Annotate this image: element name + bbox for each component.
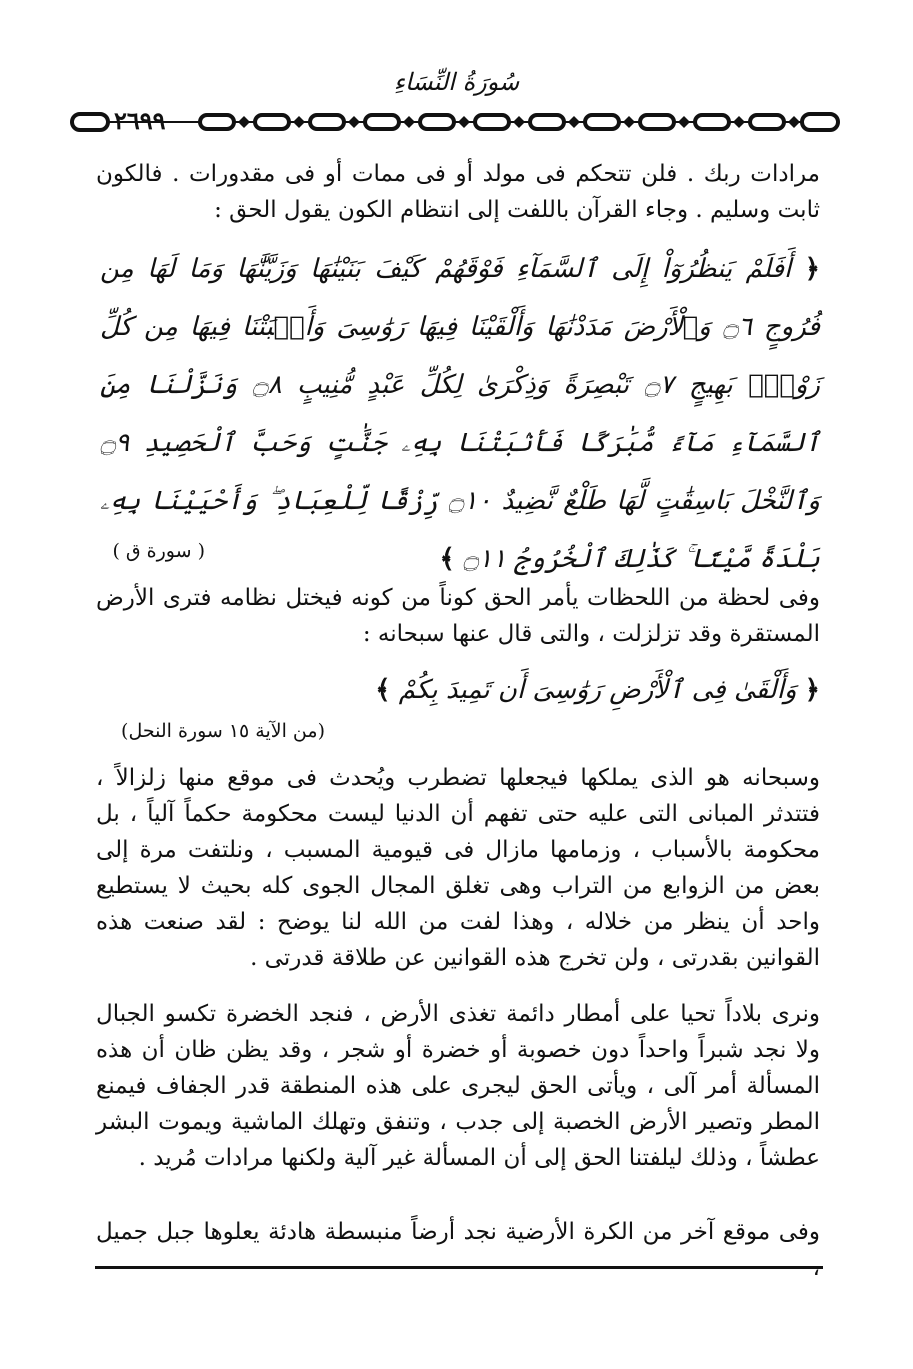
ornament-link <box>750 115 784 129</box>
ornament-band <box>70 105 840 139</box>
footer-rule <box>95 1266 823 1269</box>
verse-open-bracket: ﴿ <box>804 254 821 284</box>
ornament-diamond <box>238 116 250 128</box>
ornament-link <box>475 115 509 129</box>
ornament-diamond <box>348 116 360 128</box>
quran-verse-2 <box>100 662 820 718</box>
verse-open-bracket: ﴿ <box>804 675 820 705</box>
ornament-link <box>530 115 564 129</box>
ornament-diamond <box>788 116 800 128</box>
ornament-diamond <box>458 116 470 128</box>
surah-title: سُورَةُ النِّسَاءِ <box>393 68 520 96</box>
paragraph-5: وفى موقع آخر من الكرة الأرضية نجد أرضاً منبسطة هادئة يعلوها جبل جميل <box>96 1219 820 1245</box>
ornament-diamond <box>568 116 580 128</box>
verse-close-bracket: ﴾ <box>375 675 391 705</box>
ornament-diamond <box>678 116 690 128</box>
ornament-diamond <box>733 116 745 128</box>
paragraph-1: مرادات ربك . فلن تتحكم فى مولد أو فى ممات أو فى مقدورات . فالكون ثابت وسليم . وجاء القرآن باللفت إلى انتظام الكون يقول الحق : <box>96 161 820 223</box>
page-number: ٢٦٩٩ <box>114 106 166 135</box>
ornament-link <box>255 115 289 129</box>
source-reference-1: ( سورة ق ) <box>112 540 205 562</box>
ornament-link <box>640 115 674 129</box>
source-reference-2: (من الآية ١٥ سورة النحل) <box>121 720 325 742</box>
ornament-link <box>585 115 619 129</box>
ornament-link <box>200 115 234 129</box>
paragraph-2: وفى لحظة من اللحظات يأمر الحق كوناً من كونه فيختل نظامه فترى الأرض المستقرة وقد تزلزلت ، والتى قال عنها سبحانه : <box>96 585 820 647</box>
ornament-link <box>365 115 399 129</box>
ornament-diamond <box>513 116 525 128</box>
ornament-link <box>695 115 729 129</box>
verse-1-text: أَفَلَمْ يَنظُرُوٓاْ إِلَى ٱلسَّمَآءِ فَوْقَهُمْ كَيْفَ بَنَيْنَٰهَا وَزَيَّنَّٰهَا وَمَا لَهَا مِن فُرُوجٍ ۝٦ وَٱلْأَرْضَ مَدَدْنَٰهَا وَأَلْقَيْنَا فِيهَا رَوَٰسِىَ وَأَنۢبَتْنَا فِيهَا مِن كُلِّ زَوْجٍۭ بَهِيجٍ ۝٧ تَبْصِرَةً وَذِكْرَىٰ لِكُلِّ عَبْدٍ مُّنِيبٍ ۝٨ وَنَزَّلْنَا مِنَ ٱلسَّمَآءِ مَآءً مُّبَٰرَكًا فَأَنۢبَتْنَا بِهِۦ جَنَّٰتٍ وَحَبَّ ٱلْحَصِيدِ ۝٩ وَٱلنَّخْلَ بَاسِقَٰتٍ لَّهَا طَلْعٌ نَّضِيدٌ ۝١٠ رِّزْقًا لِّلْعِبَادِ ۖ وَأَحْيَيْنَا بِهِۦ بَلْدَةً مَّيْتًا ۚ كَذَٰلِكَ ٱلْخُرُوجُ ۝١١ <box>100 254 820 574</box>
ornament-link <box>310 115 344 129</box>
ornament-diamond <box>293 116 305 128</box>
ornament-diamond <box>623 116 635 128</box>
quran-verse-1 <box>100 240 820 588</box>
verse-2-text: وَأَلْقَىٰ فِى ٱلْأَرْضِ رَوَٰسِىَ أَن تَمِيدَ بِكُمْ <box>398 675 797 705</box>
ornament-link <box>420 115 454 129</box>
paragraph-4: ونرى بلاداً تحيا على أمطار دائمة تغذى الأرض ، فنجد الخضرة تكسو الجبال ولا نجد شبراً واحداً دون خصوبة أو خضرة أو شجر ، وقد يظن ظان أن هذه المسألة أمر آلى ، ويأتى الحق ليجرى على هذه المنطقة قدر الجفاف فيمنع المطر وتصير الأرض الخصبة إلى جدب ، وتنفق وتهلك الماشية ويموت البشر عطشاً ، وذلك ليلفتنا الحق إلى أن المسألة غير آلية ولكنها مرادات مُريد . <box>96 1001 820 1171</box>
ornament-diamond <box>403 116 415 128</box>
verse-close-bracket: ﴾ <box>439 544 455 574</box>
paragraph-3: وسبحانه هو الذى يملكها فيجعلها تضطرب ويُحدث فى موقع منها زلزالاً ، فتتدثر المبانى التى عليه حتى تفهم أن الدنيا ليست محكومة حكماً آلياً ، بل محكومة بالأسباب ، وزمامها مازال فى قيومية المسبب ، ونلتفت مرة إلى بعض من الزوابع من التراب وهى تغلق المجال الجوى كله بحيث لا يستطيع واحد أن ينظر من خلاله ، وهذا لفت من الله لنا يوضح : لقد صنعت هذه القوانين بقدرتى ، ولن تخرج هذه القوانين عن طلاقة قدرتى . <box>96 765 820 971</box>
